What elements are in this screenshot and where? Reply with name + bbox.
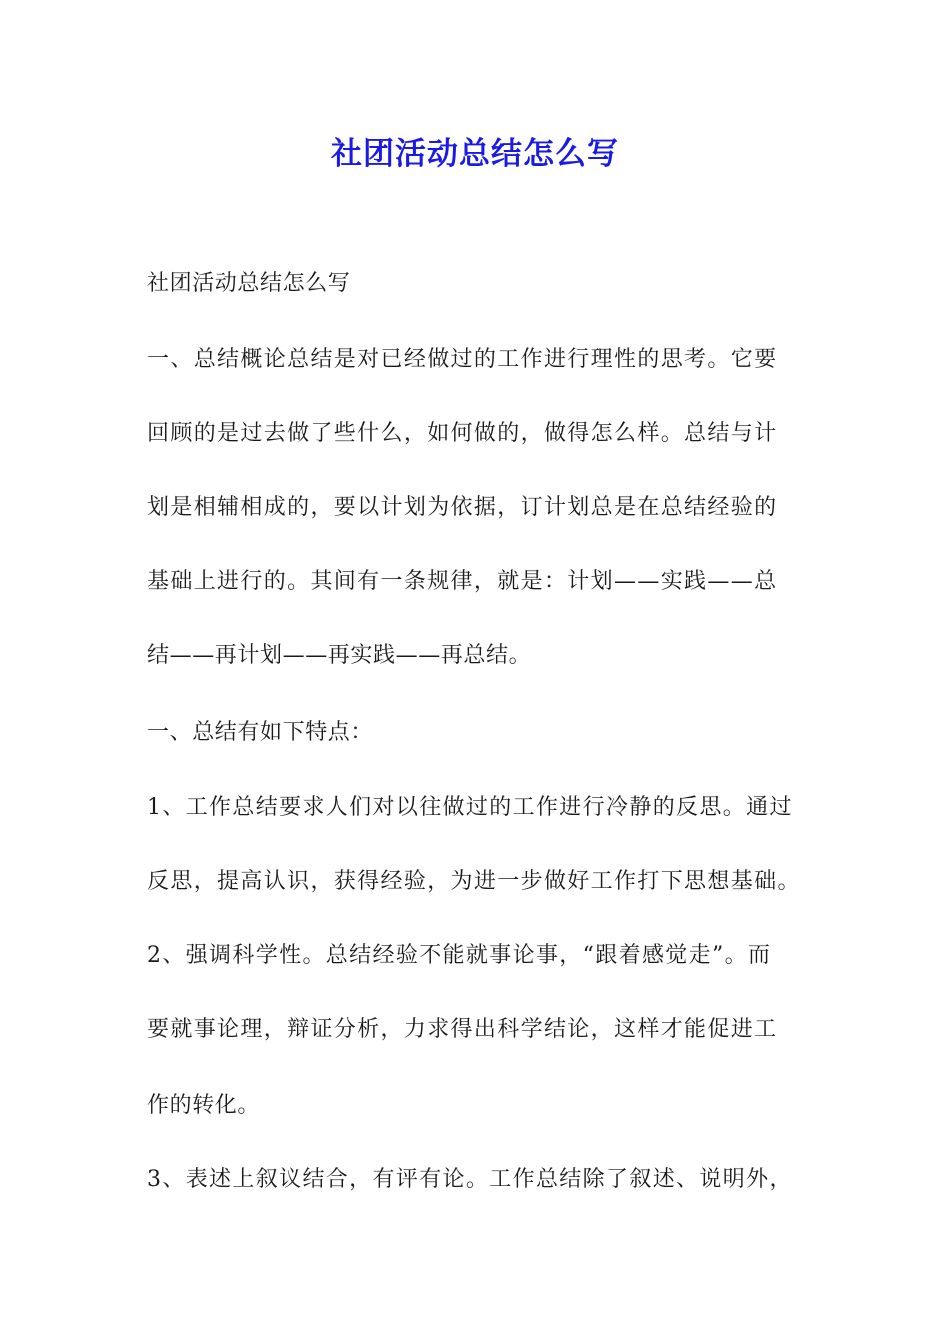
body-line-subtitle: 社团活动总结怎么写: [147, 271, 351, 296]
body-line: 1、工作总结要求人们对以往做过的工作进行冷静的反思。通过: [147, 795, 793, 820]
body-line: 反思，提高认识，获得经验，为进一步做好工作打下思想基础。: [147, 869, 801, 894]
document-title: 社团活动总结怎么写: [331, 136, 619, 172]
body-line: 要就事论理，辩证分析，力求得出科学结论，这样才能促进工: [147, 1017, 778, 1042]
body-line: 划是相辅相成的，要以计划为依据，订计划总是在总结经验的: [147, 495, 778, 520]
body-line: 2、强调科学性。总结经验不能就事论事，“跟着感觉走”。而: [147, 943, 772, 968]
body-line: 作的转化。: [147, 1093, 261, 1118]
body-line: 回顾的是过去做了些什么，如何做的，做得怎么样。总结与计: [147, 421, 778, 446]
body-line: 结——再计划——再实践——再总结。: [147, 643, 532, 668]
body-line: 一、总结概论总结是对已经做过的工作进行理性的思考。它要: [147, 347, 778, 372]
body-line: 3、表述上叙议结合，有评有论。工作总结除了叙述、说明外，: [147, 1167, 793, 1192]
body-line: 基础上进行的。其间有一条规律，就是：计划——实践——总: [147, 569, 778, 594]
section-heading: 一、总结有如下特点：: [147, 720, 374, 745]
